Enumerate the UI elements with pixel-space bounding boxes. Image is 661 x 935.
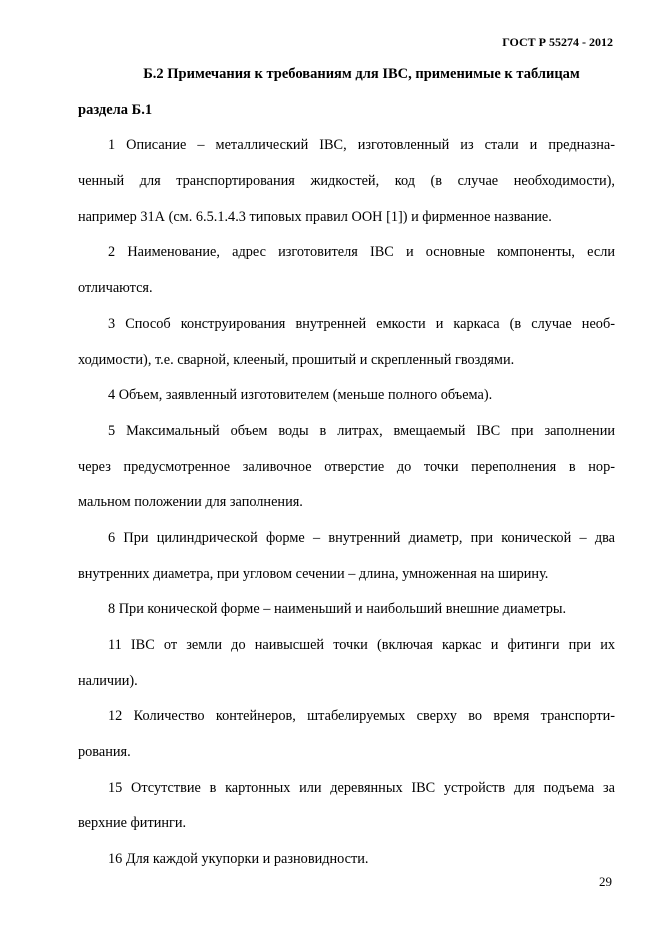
paragraph-line: например 31А (см. 6.5.1.4.3 типовых правил ООН [1]) и фирменное название. bbox=[78, 208, 552, 225]
paragraph bbox=[78, 414, 615, 521]
paragraph-line: 6 При цилиндрической форме – внутренний диаметр, при конической – два bbox=[108, 529, 615, 546]
paragraph-line: 3 Способ конструирования внутренней емкости и каркаса (в случае необ- bbox=[108, 315, 615, 332]
paragraph bbox=[78, 771, 615, 842]
paragraph-line: рования. bbox=[78, 744, 131, 761]
paragraph-line: наличии). bbox=[78, 672, 138, 689]
paragraph-line: ченный для транспортирования жидкостей, код (в случае необходимости), bbox=[78, 173, 615, 190]
paragraph-line: 1 Описание – металлический IBC, изготовленный из стали и предназна- bbox=[108, 137, 615, 154]
paragraph-line: верхние фитинги. bbox=[78, 815, 187, 832]
paragraph-line: через предусмотренное заливочное отверстие до точки переполнения в нор- bbox=[78, 458, 615, 475]
paragraph bbox=[78, 307, 615, 378]
page-number: 29 bbox=[599, 874, 612, 889]
paragraph bbox=[78, 521, 615, 592]
paragraph bbox=[78, 628, 615, 699]
paragraph-line: 15 Отсутствие в картонных или деревянных IBC устройств для подъема за bbox=[108, 779, 615, 796]
paragraph-line: отличаются. bbox=[78, 280, 153, 297]
paragraph-line: ходимости), т.е. сварной, клееный, прошитый и скрепленный гвоздями. bbox=[78, 351, 515, 368]
page-content bbox=[78, 57, 615, 878]
title-line: Б.2 Примечания к требованиям для IBC, применимые к таблицам bbox=[143, 66, 580, 82]
paragraph-line: 4 Объем, заявленный изготовителем (меньше полного объема). bbox=[108, 387, 493, 404]
paragraph-line: внутренних диаметра, при угловом сечении – длина, умноженная на ширину. bbox=[78, 565, 549, 582]
paragraph bbox=[78, 235, 615, 306]
paragraph-line: 12 Количество контейнеров, штабелируемых сверху во время транспорти- bbox=[108, 708, 615, 725]
paragraph-line: 5 Максимальный объем воды в литрах, вмещаемый IBC при заполнении bbox=[108, 422, 615, 439]
paragraph-line: 8 При конической форме – наименьший и наибольший внешние диаметры. bbox=[108, 601, 567, 618]
paragraph bbox=[78, 592, 615, 628]
paragraph bbox=[78, 378, 615, 414]
paragraph-line: 11 IBC от земли до наивысшей точки (включая каркас и фитинги при их bbox=[108, 637, 615, 653]
title-line: раздела Б.1 bbox=[78, 101, 153, 118]
paragraph bbox=[78, 128, 615, 235]
paragraph-line: 2 Наименование, адрес изготовителя IBC и основные компоненты, если bbox=[108, 244, 615, 261]
paragraphs bbox=[78, 128, 615, 877]
paragraph bbox=[78, 842, 615, 878]
paragraph-line: мальном положении для заполнения. bbox=[78, 494, 303, 511]
paragraph bbox=[78, 699, 615, 770]
section-title bbox=[78, 57, 615, 128]
paragraph-line: 16 Для каждой укупорки и разновидности. bbox=[108, 851, 369, 868]
document-header: ГОСТ Р 55274 - 2012 bbox=[502, 35, 613, 49]
